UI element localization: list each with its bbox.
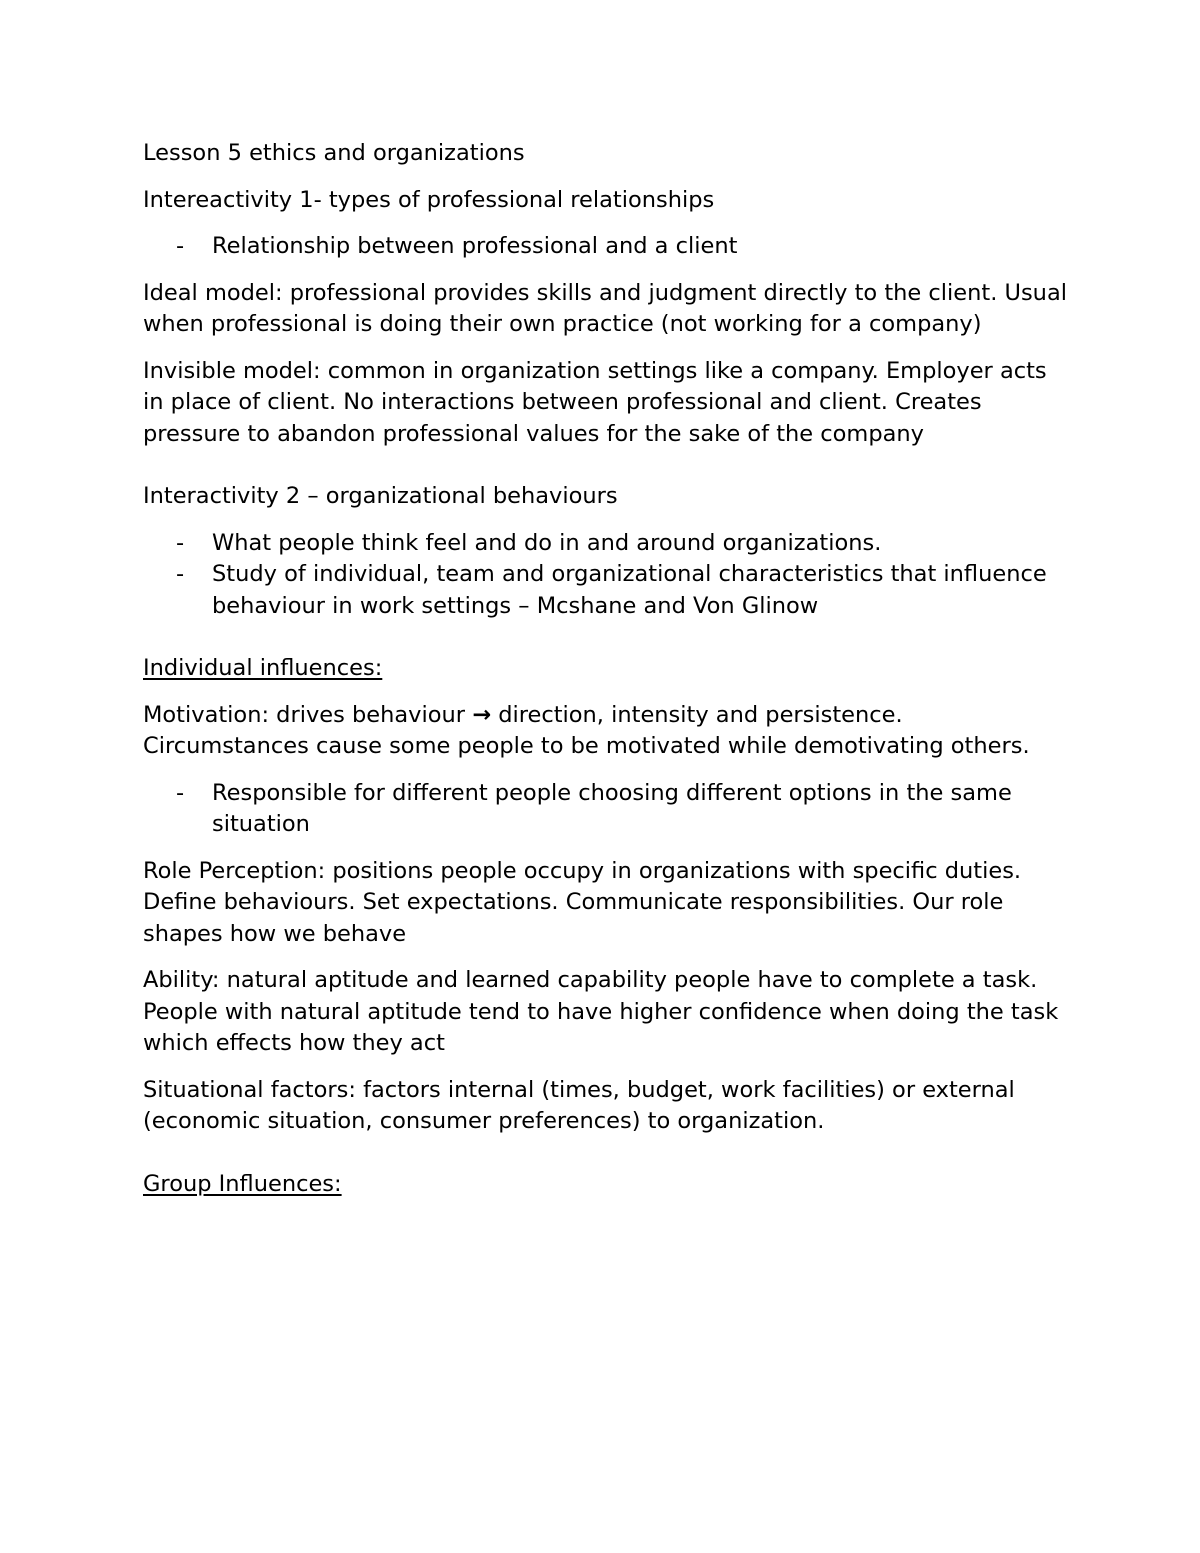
document-page bbox=[143, 138, 1073, 1215]
bullet-marker: - bbox=[176, 529, 185, 556]
group-influences-heading: Group Influences: bbox=[143, 1170, 342, 1197]
bullet-marker: - bbox=[176, 561, 185, 587]
motivation-text-start: Motivation: drives behaviour bbox=[143, 701, 473, 728]
section1-bullet-list bbox=[143, 231, 1073, 263]
document-title: Lesson 5 ethics and organizations bbox=[143, 140, 525, 166]
bullet-marker: - bbox=[176, 233, 185, 259]
bullet-marker: - bbox=[176, 779, 185, 806]
individual-influences-heading: Individual influences: bbox=[143, 655, 383, 681]
list-item bbox=[143, 559, 1073, 622]
list-item bbox=[143, 778, 1073, 841]
section2-heading: Interactivity 2 – organizational behaviours bbox=[143, 483, 618, 509]
motivation-bullet-list bbox=[143, 778, 1073, 841]
motivation-paragraph bbox=[143, 700, 1073, 763]
ability-paragraph: Ability: natural aptitude and learned capability people have to complete a task. People with natural aptitude tend to have higher confidence when doing the task which effects how they act bbox=[143, 967, 1059, 1056]
invisible-model-paragraph: Invisible model: common in organization settings like a company. Employer acts in place of client. No interactions between professional and client. Creates pressure to abandon professional values for the sake of the company bbox=[143, 357, 1047, 447]
motivation-text-end: direction, intensity and persistence. Circumstances cause some people to be motivated while demotivating others. bbox=[143, 701, 1030, 759]
list-item bbox=[143, 231, 1073, 263]
ideal-model-paragraph: Ideal model: professional provides skills and judgment directly to the client. Usual when professional is doing their own practice (not working for a company) bbox=[143, 279, 1067, 337]
bullet-text: Responsible for different people choosing different options in the same situation bbox=[212, 779, 1012, 837]
section2-bullet-list bbox=[143, 528, 1073, 623]
bullet-text: Relationship between professional and a client bbox=[212, 233, 738, 259]
bullet-text: Study of individual, team and organizational characteristics that influence behaviour in work settings – Mcshane and Von Glinow bbox=[212, 561, 1047, 619]
list-item bbox=[143, 528, 1073, 560]
situational-factors-paragraph: Situational factors: factors internal (times, budget, work facilities) or external (economic situation, consumer preferences) to organization. bbox=[143, 1076, 1015, 1134]
role-perception-paragraph: Role Perception: positions people occupy in organizations with specific duties. Define behaviours. Set expectations. Communicate responsibilities. Our role shapes how we behave bbox=[143, 857, 1022, 947]
section1-heading: Intereactivity 1- types of professional relationships bbox=[143, 186, 715, 213]
bullet-text: What people think feel and do in and around organizations. bbox=[212, 529, 882, 556]
arrow-right-icon: → bbox=[472, 701, 492, 728]
